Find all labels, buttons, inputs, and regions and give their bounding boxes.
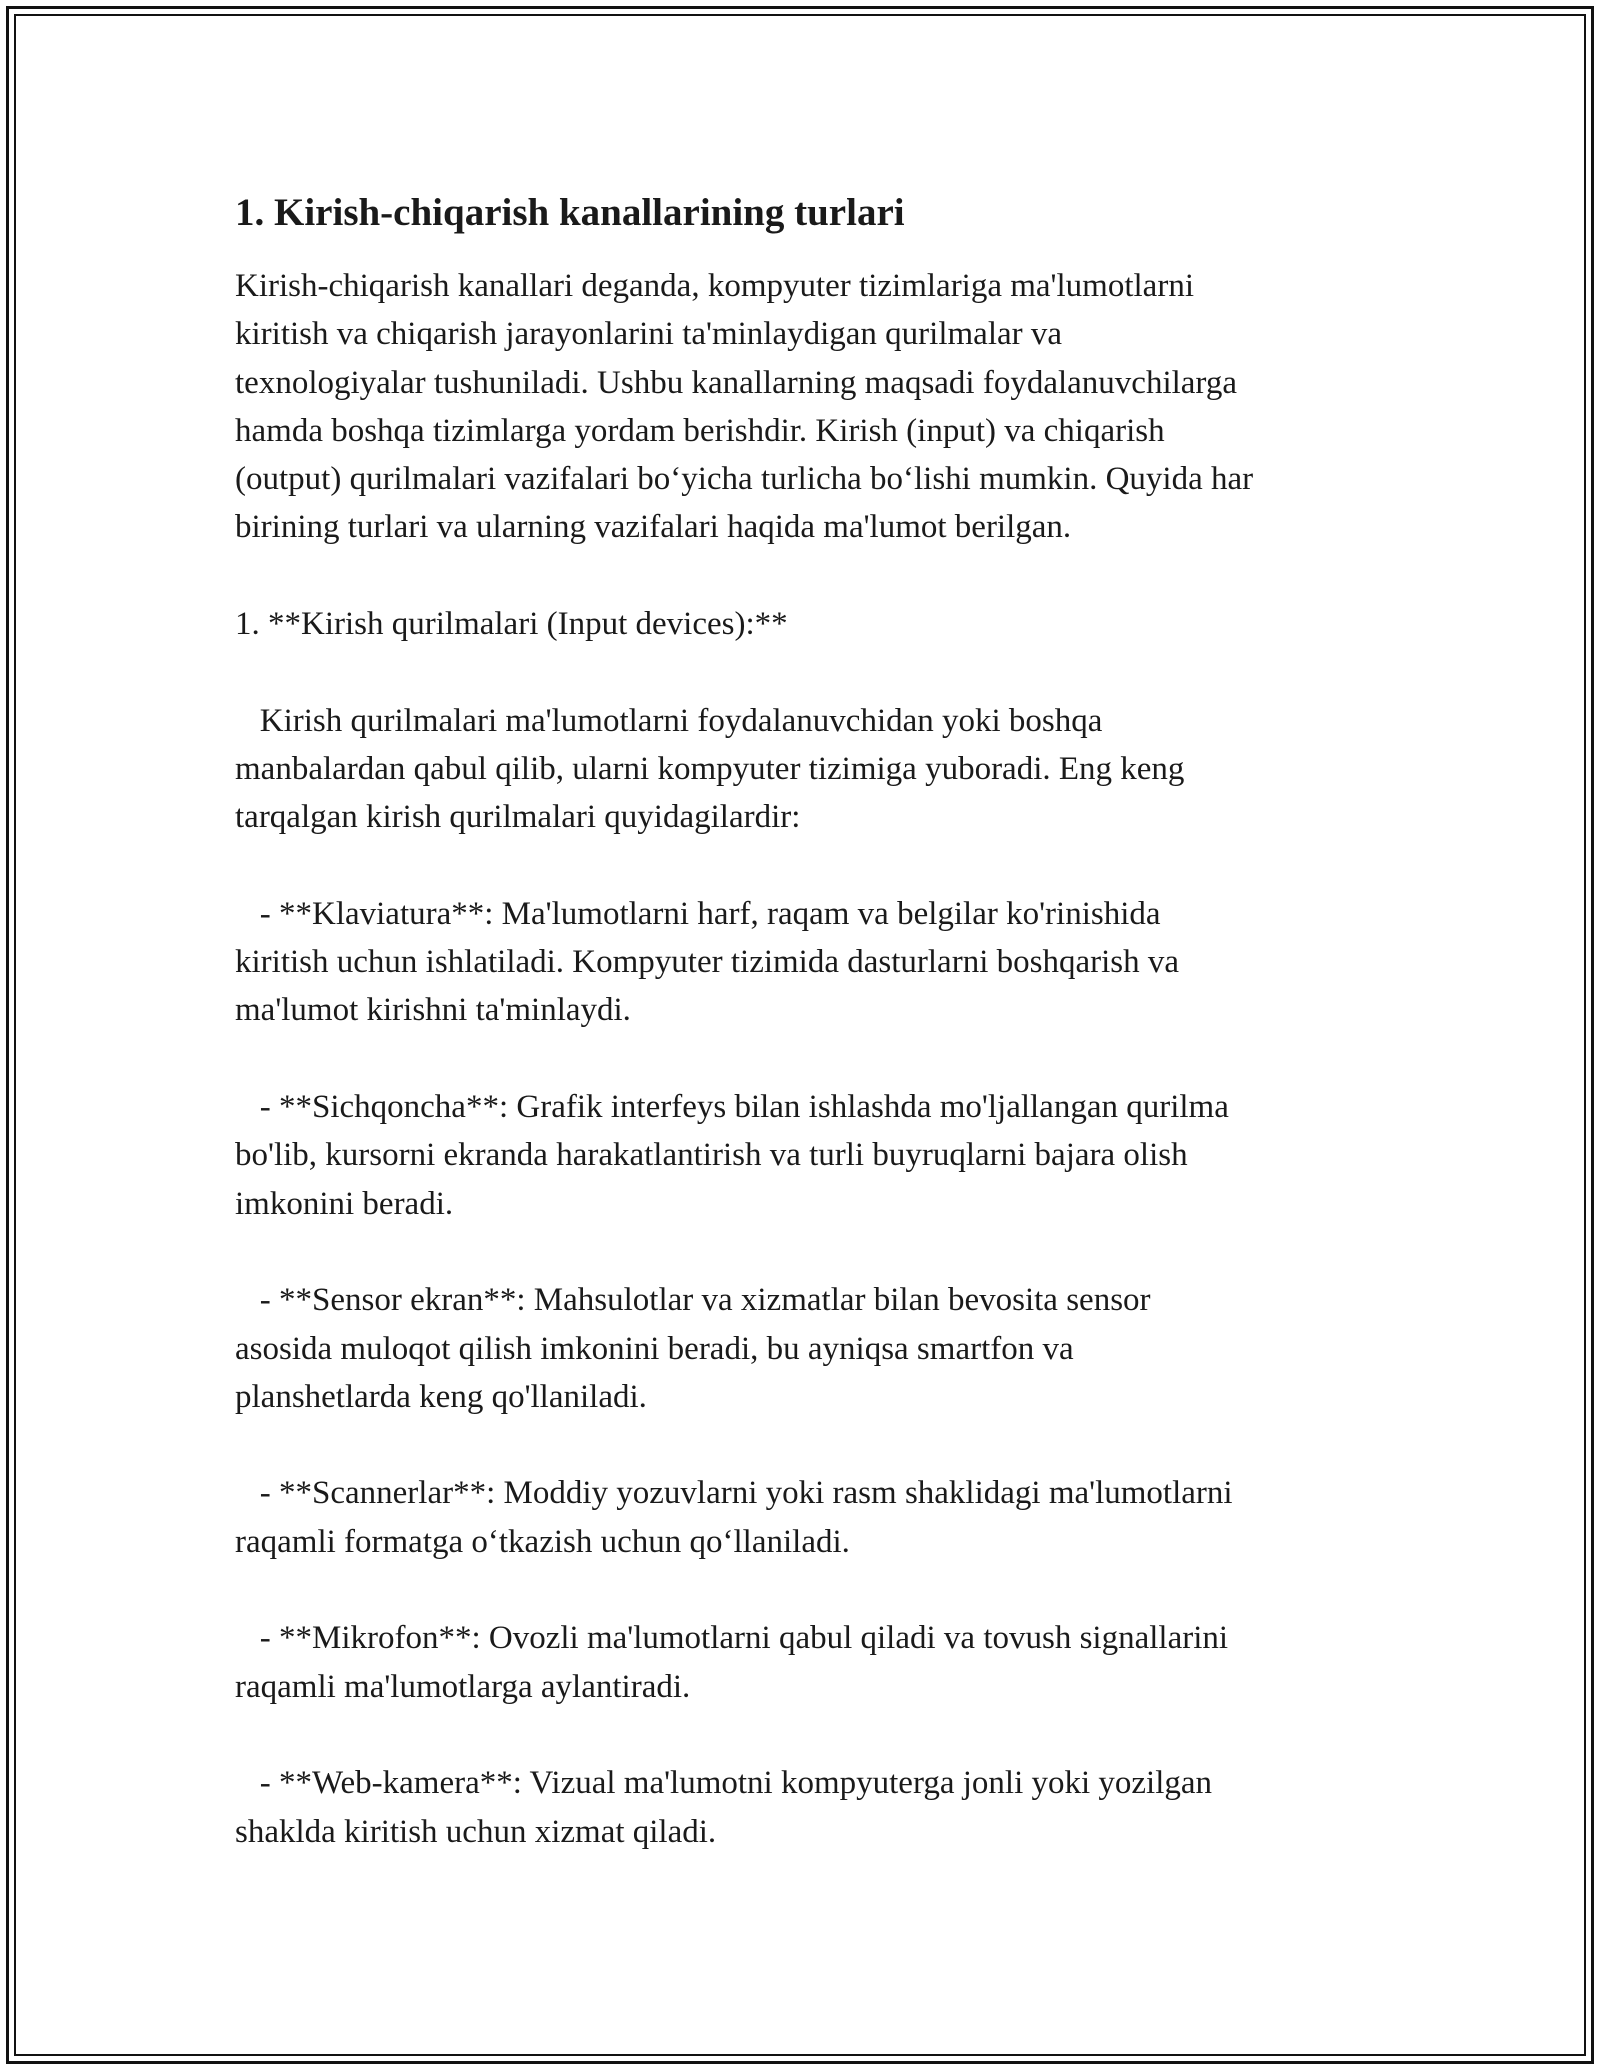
intro-paragraph: Kirish-chiqarish kanallari deganda, kompyuter tizimlariga ma'lumotlarni kiritish va chiqarish jarayonlarini ta'minlaydigan qurilmalar va texnologiyalar tushuniladi. Ushbu kanallarning maqsadi foydalanuvchilarga hamda boshqa tizimlarga yordam berishdir. Kirish (input) va chiqarish (output) qurilmalari vazifalari bo‘yicha turlicha bo‘lishi mumkin. Quyida har birining turlari va ularning vazifalari haqida ma'lumot berilgan. xyxy=(235,268,1254,546)
list-item-touchscreen: - **Sensor ekran**: Mahsulotlar va xizmatlar bilan bevosita sensor asosida muloqot qilish imkonini beradi, bu ayniqsa smartfon va planshetlarda keng qo'llaniladi. xyxy=(235,1282,1151,1415)
list-item-microphone: - **Mikrofon**: Ovozli ma'lumotlarni qabul qiladi va tovush signallarini raqamli ma'lumotlarga aylantiradi. xyxy=(235,1620,1229,1705)
section-heading: 1. Kirish-chiqarish kanallarining turlari xyxy=(235,191,905,234)
input-devices-intro: Kirish qurilmalari ma'lumotlarni foydalanuvchidan yoki boshqa manbalardan qabul qilib, ularni kompyuter tizimiga yuboradi. Eng keng tarqalgan kirish qurilmalari quyidagilardir: xyxy=(235,702,1185,836)
list-item-keyboard: - **Klaviatura**: Ma'lumotlarni harf, raqam va belgilar ko'rinishida kiritish uchun ishlatiladi. Kompyuter tizimida dasturlarni boshqarish va ma'lumot kirishni ta'minlaydi. xyxy=(235,895,1179,1029)
input-devices-title: 1. **Kirish qurilmalari (Input devices):** xyxy=(235,606,788,643)
document-body xyxy=(235,186,1385,1856)
list-item-scanners: - **Scannerlar**: Moddiy yozuvlarni yoki rasm shaklidagi ma'lumotlarni raqamli formatga o‘tkazish uchun qo‘llaniladi. xyxy=(235,1475,1233,1560)
list-item-mouse: - **Sichqoncha**: Grafik interfeys bilan ishlashda mo'ljallangan qurilma bo'lib, kursorni ekranda harakatlantirish va turli buyruqlarni bajara olish imkonini beradi. xyxy=(235,1089,1229,1222)
list-item-webcam: - **Web-kamera**: Vizual ma'lumotni kompyuterga jonli yoki yozilgan shaklda kiritish uchun xizmat qiladi. xyxy=(235,1765,1213,1850)
